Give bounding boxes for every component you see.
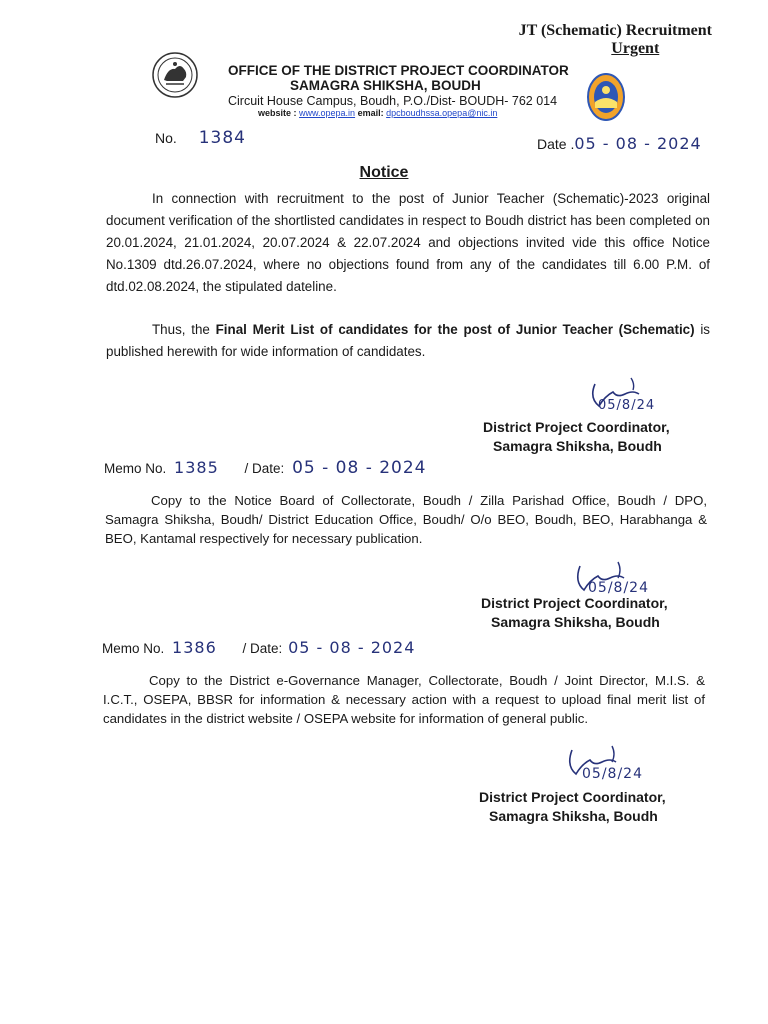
recruitment-tag: [519, 22, 712, 58]
memo1-text: Copy to the Notice Board of Collectorate, Boudh / Zilla Parishad Office, Boudh / DPO, Samagra Shiksha, Boudh/ District Education Office, Boudh/ O/o BEO, Boudh, BEO, Harabhanga & BEO, Kantamal respectively for necessary publication.: [105, 493, 707, 546]
notice-title: Notice: [359, 164, 409, 181]
notice-date: [537, 134, 702, 153]
signature-block-3: [479, 788, 666, 826]
contact-line: [258, 108, 569, 118]
signature-title-2: District Project Coordinator,: [481, 595, 668, 611]
notice-date-value: 05 - 08 - 2024: [574, 134, 702, 153]
notice-paragraph-1: In connection with recruitment to the post of Junior Teacher (Schematic)-2023 original document verification of the shortlisted candidates in respect to Boudh district has been completed on 20.01.2024, 21.01.2024, 20.07.2024 & 22.07.2024 and objections invited vide this office Notice No.1309 dtd.26.07.2024, where no objections found from any of the candidates till 6.00 P.M. of dtd.02.08.2024, the stipulated dateline.: [106, 191, 710, 294]
notice-no-label: No.: [155, 130, 177, 146]
signature-date-2: 05/8/24: [588, 580, 649, 596]
samagra-shiksha-logo-icon: [586, 72, 626, 122]
memo1-date-value: 05 - 08 - 2024: [292, 458, 427, 478]
email-label: email:: [357, 108, 384, 118]
email-link[interactable]: dpcboudhssa.opepa@nic.in: [386, 108, 498, 118]
signature-title-1: District Project Coordinator,: [483, 419, 670, 435]
website-link[interactable]: www.opepa.in: [299, 108, 356, 118]
recruitment-tag-line1: JT (Schematic) Recruitment: [518, 22, 712, 39]
office-title: OFFICE OF THE DISTRICT PROJECT COORDINATOR: [228, 63, 569, 78]
notice-number: [155, 128, 246, 148]
memo2-label: Memo No.: [102, 641, 165, 656]
signature-org-2: Samagra Shiksha, Boudh: [491, 614, 660, 630]
para2-bold: Final Merit List of candidates for the post of Junior Teacher (Schematic): [215, 322, 695, 337]
signature-block-2: [481, 594, 668, 632]
office-header: [228, 63, 569, 118]
signature-block-1: [483, 418, 670, 456]
para2-suffix: is published herewith for wide information of candidates.: [106, 322, 711, 359]
signature-date-3: 05/8/24: [582, 766, 643, 782]
memo1-number: 1385: [174, 458, 219, 477]
notice-no-value: 1384: [198, 128, 246, 148]
notice-paragraph-2: [106, 319, 710, 363]
memo2-date-value: 05 - 08 - 2024: [288, 638, 416, 657]
memo1-header: [104, 458, 427, 478]
memo2-header: [102, 638, 415, 657]
memo1-date-label: / Date:: [244, 461, 285, 476]
signature-title-3: District Project Coordinator,: [479, 789, 666, 805]
notice-date-label: Date .: [537, 136, 575, 152]
signature-org-3: Samagra Shiksha, Boudh: [489, 808, 658, 824]
memo1-label: Memo No.: [104, 461, 167, 476]
signature-org-1: Samagra Shiksha, Boudh: [493, 438, 662, 454]
urgent-label: Urgent: [611, 40, 660, 57]
signature-date-1: 05/8/24: [598, 398, 656, 413]
memo2-number: 1386: [172, 638, 217, 657]
website-label: website :: [258, 108, 297, 118]
org-name: SAMAGRA SHIKSHA, BOUDH: [290, 78, 481, 93]
office-address: Circuit House Campus, Boudh, P.O./Dist- BOUDH- 762 014: [228, 94, 558, 108]
para2-prefix: Thus, the: [152, 322, 216, 337]
memo2-date-label: / Date:: [242, 641, 283, 656]
odisha-emblem-icon: [150, 50, 200, 100]
memo2-text: Copy to the District e-Governance Manager, Collectorate, Boudh / Joint Director, M.I.S. & I.C.T., OSEPA, BBSR for information & necessary action with a request to upload final merit list of candidates in the district website / OSEPA website for information of general public.: [103, 673, 705, 726]
